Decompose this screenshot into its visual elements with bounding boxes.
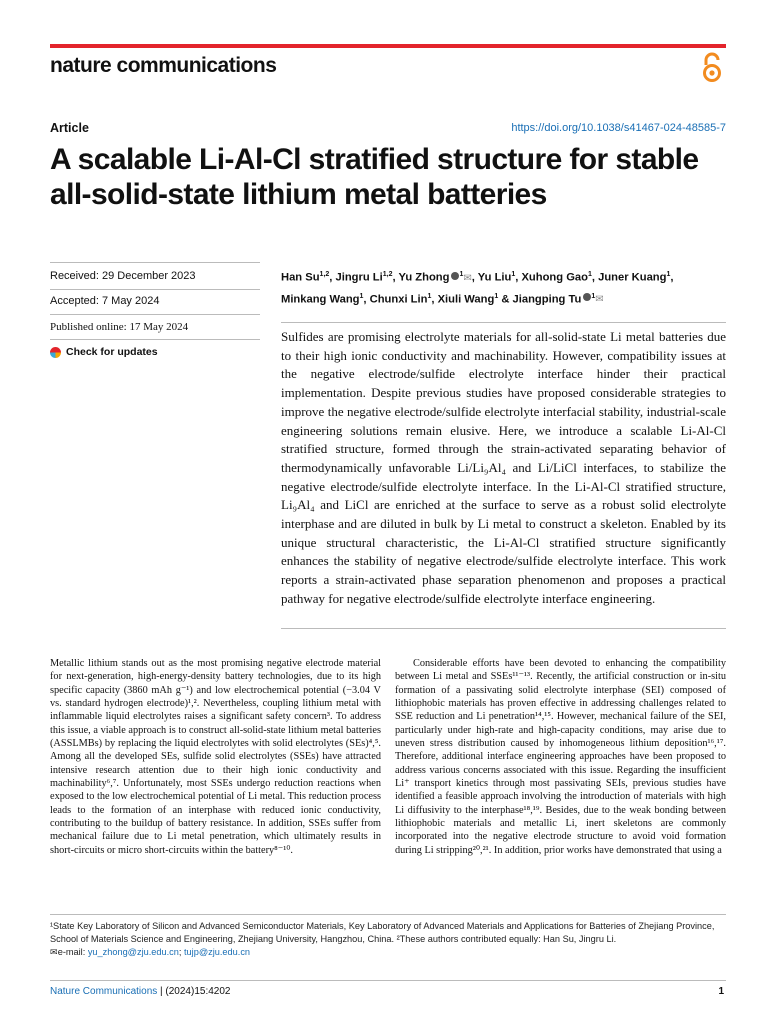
author-affiliation: 1,2 (319, 271, 330, 278)
meta-divider (50, 262, 260, 263)
email-label: e-mail: (57, 947, 88, 957)
open-access-icon[interactable] (700, 52, 724, 84)
check-for-updates-button[interactable] (50, 346, 158, 358)
author-name[interactable]: Minkang Wang (281, 293, 360, 306)
correspondence-line (50, 946, 726, 959)
meta-divider (50, 289, 260, 290)
author-name[interactable]: Xuhong Gao (521, 271, 588, 284)
footer-citation: | (2024)15:4202 (157, 986, 231, 997)
footer-divider (50, 980, 726, 981)
email-icon: ✉ (50, 947, 58, 957)
email-icon[interactable]: ✉ (463, 272, 472, 284)
author-name[interactable]: Jingru Li (335, 271, 383, 284)
author-affiliation: 1,2 (382, 271, 393, 278)
email-link[interactable]: tujp@zju.edu.cn (184, 947, 251, 957)
abstract-bottom-divider (281, 628, 726, 629)
author-affiliation: 1 (511, 271, 516, 278)
meta-divider (50, 314, 260, 315)
doi-link[interactable]: https://doi.org/10.1038/s41467-024-48585-7 (511, 122, 726, 134)
affiliation-footnote: ¹State Key Laboratory of Silicon and Advanced Semiconductor Materials, Key Laboratory of Advanced Materials and Applications for Batteries of Zhejiang Province, School of Materials Science and Engineering, Zhejiang University, Hangzhou, China. ²These authors contributed equally: Han Su, Jingru Li. (50, 921, 715, 944)
author-affiliation: 1 (587, 271, 592, 278)
check-updates-label: Check for updates (66, 346, 158, 358)
page-number: 1 (718, 986, 724, 997)
author-affiliation: 1 (494, 292, 499, 300)
author-name[interactable]: Jiangping Tu (512, 293, 582, 306)
body-paragraph: Metallic lithium stands out as the most promising negative electrode material for next-generation, high-energy-density battery technologies, due to its high specific capacity (3860 mAh g⁻¹) and low electrochemical potential (−3.04 V vs. standard hydrogen electrode)¹,². Nevertheless, coupling lithium metal with inflammable liquid electrolytes raises a significant safety concern³. To address this issue, a viable approach is to construct all-solid-state lithium metal batteries (ASSLMBs) by replacing the liquid electrolytes with solid electrolytes (SEs)⁴,⁵. Among all the developed SEs, sulfide solid electrolytes (SSEs) have attracted intensive research attention due to their high ionic conductivity and machinability⁶,⁷. Unfortunately, most SSEs undergo reduction reactions when exposed to the low electrochemical potential of Li metal. This reduction process leads to the formation of an interphase with reduced ionic conductivity, contributing to the buildup of battery resistance. In addition, SSEs suffer from mechanical failure due to Li metal penetration, which ultimately results in short-circuits or micro short-circuits within the battery⁸⁻¹⁰. (50, 658, 381, 856)
page-footer (50, 986, 230, 997)
article-title: A scalable Li-Al-Cl stratified structure for stable all-solid-state lithium metal batteries (50, 143, 699, 211)
author-affiliation: 1 (666, 271, 671, 278)
body-column-left (50, 657, 381, 857)
footnote-divider (50, 914, 726, 915)
abstract-top-divider (281, 322, 726, 323)
author-name[interactable]: Xiuli Wang (437, 293, 495, 306)
author-affiliation: 1 (459, 271, 464, 278)
email-link[interactable]: yu_zhong@zju.edu.cn (87, 947, 179, 957)
author-affiliation: 1 (359, 292, 364, 300)
article-type-label: Article (50, 121, 89, 135)
author-list: Han Su$^{1,2}$, Jingru Li$^{1,2}$, Yu Zhong $^1$✉, Yu Liu$^1$, Xuhong Gao$^1$, Juner Kuang$^1$, Minkang Wang$^1$, Chunxi Lin$^1$, Xiuli Wang$^1$ & Jiangping Tu $^1$✉ (281, 266, 721, 309)
received-date: Received: 29 December 2023 (50, 270, 196, 282)
accepted-date: Accepted: 7 May 2024 (50, 295, 160, 307)
journal-header-bar (50, 44, 726, 48)
journal-name[interactable]: nature communications (50, 54, 277, 77)
footnotes (50, 920, 726, 959)
email-separator: ; (178, 947, 184, 957)
check-updates-icon (50, 347, 61, 358)
meta-divider (50, 339, 260, 340)
author-name[interactable]: Juner Kuang (598, 271, 667, 284)
email-icon[interactable]: ✉ (595, 294, 604, 306)
footer-journal-link[interactable]: Nature Communications (50, 986, 158, 997)
abstract: Sulfides are promising electrolyte materials for all-solid-state Li metal batteries due to their high ionic conductivity and machinability. However, compatibility issues at the negative electrode/sulfide electrolyte interface hinder their practical implementation. Despite previous studies have proposed considerable strategies to improve the negative electrode/sulfide electrolyte interfacial stability, industrial-scale engineering solutions remain elusive. Here, we introduce a scalable Li-Al-Cl stratified structure, formed through the strain-activated separating behavior of thermodynamically unfavorable Li/Li₉Al₄ and Li/LiCl interfaces, to stabilize the negative electrode/sulfide electrolyte interface. In the Li-Al-Cl stratified structure, Li₉Al₄ and LiCl are enriched at the surface to serve as a robust solid electrolyte interphase and are diluted in bulk by Li metal to construct a skeleton. Enabled by its unique structural characteristic, the Li-Al-Cl stratified structure significantly enhances the stability of negative electrode/sulfide electrolyte interface. This work reports a strain-activated phase separation phenomenon and proposes a practical pathway for negative electrode/sulfide electrolyte interface engineering. (281, 329, 726, 606)
author-affiliation: 1 (427, 292, 432, 300)
body-column-right (395, 657, 726, 857)
author-affiliation: 1 (591, 292, 596, 300)
author-name[interactable]: Chunxi Lin (369, 293, 428, 306)
author-name[interactable]: Yu Liu (477, 271, 512, 284)
author-name[interactable]: Yu Zhong (398, 271, 450, 284)
author-name[interactable]: Han Su (281, 271, 320, 284)
published-date: Published online: 17 May 2024 (50, 321, 189, 333)
body-paragraph: Considerable efforts have been devoted to enhancing the compatibility between Li metal and SSEs¹¹⁻¹³. Recently, the artificial construction or in-situ formation of a passivating solid electrolyte interphase (SEI) composed of lithiophobic materials has proven effective in addressing challenges related to SSE reduction and Li penetration¹⁴,¹⁵. However, mechanical failure of the SEI, particularly under high-rate and high-capacity conditions, may arise due to uneven stress distribution caused by inhomogeneous lithium deposition¹⁶,¹⁷. Therefore, additional interface engineering approaches have been proposed to address various concerns associated with this issue. Regarding the insufficient Li⁺ transport kinetics through most passivating SEIs, previous studies have identified a feasible approach involving the introduction of materials with high Li diffusivity to the interphase¹⁸,¹⁹. Besides, due to the weak bonding between lithiophobic materials and metallic Li, inert skeletons are commonly incorporated into the negative electrode structure to avoid void formation during Li stripping²⁰,²¹. In addition, prior works have demonstrated that using a (395, 658, 726, 856)
